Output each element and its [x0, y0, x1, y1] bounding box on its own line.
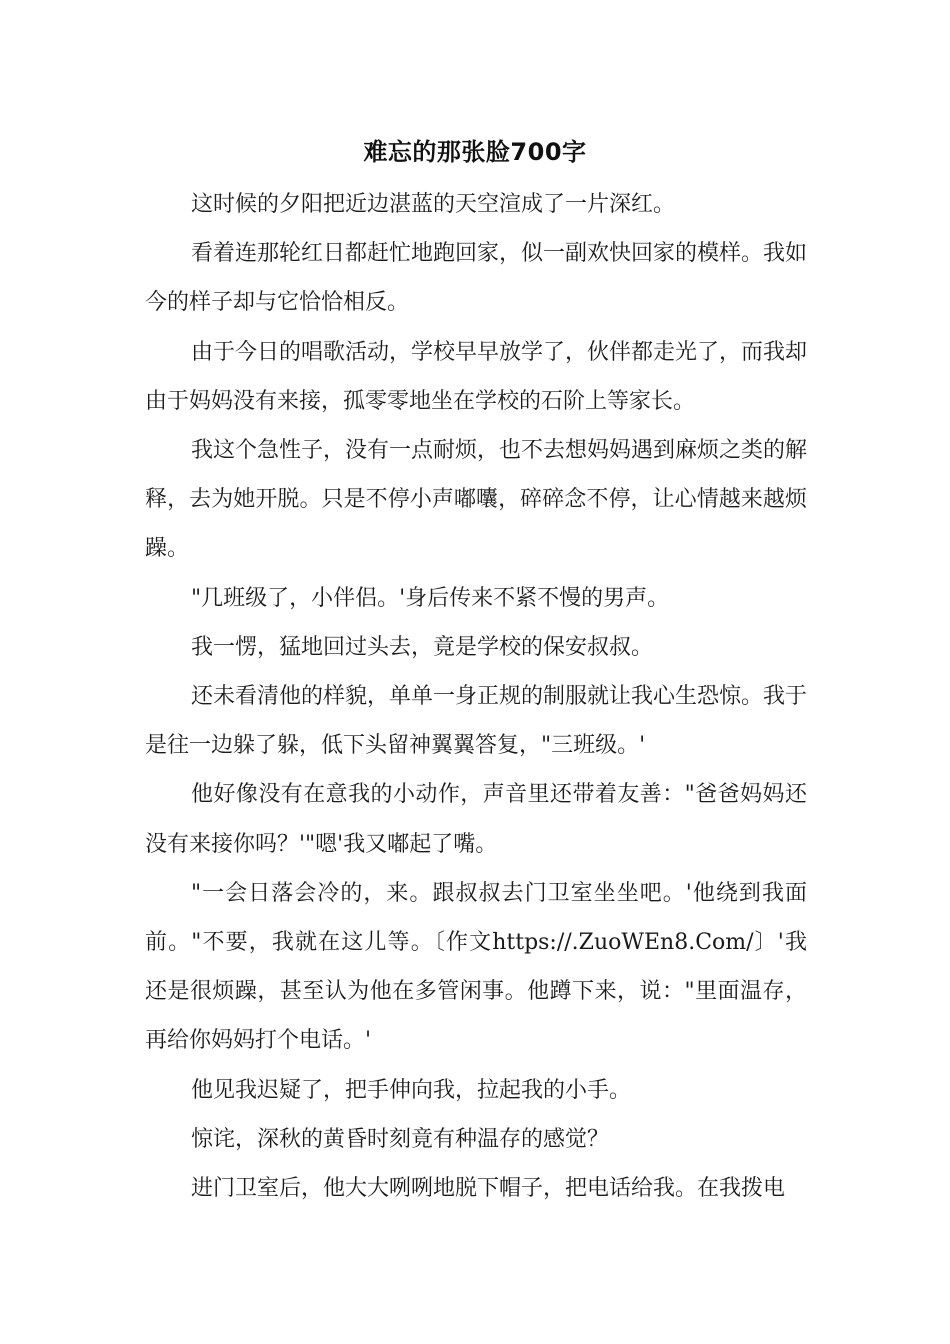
paragraph-2: 看着连那轮红日都赶忙地跑回家，似一副欢快回家的模样。我如今的样子却与它恰恰相反。: [145, 241, 808, 316]
paragraph-4: 我这个急性子，没有一点耐烦，也不去想妈妈遇到麻烦之类的解释，去为她开脱。只是不停小声嘟囔，碎碎念不停，让心情越来越烦躁。: [145, 438, 808, 562]
paragraph-5: "几班级了，小伴侣。'身后传来不紧不慢的男声。: [191, 585, 670, 611]
article-body: [145, 180, 807, 1213]
paragraph-1: 这时候的夕阳把近边湛蓝的天空渲成了一片深红。: [191, 192, 676, 217]
page-title: 难忘的那张脸700字: [363, 138, 587, 166]
paragraph-11: 惊诧，深秋的黄昏时刻竟有种温存的感觉？: [191, 1126, 610, 1152]
paragraph-7: 还未看清他的样貌，单单一身正规的制服就让我心生恐惊。我于是往一边躲了躲，低下头留神翼翼答复，"三班级。': [145, 684, 808, 759]
paragraph-6: 我一愣，猛地回过头去，竟是学校的保安叔叔。: [191, 634, 654, 660]
paragraph-12: 进门卫室后，他大大咧咧地脱下帽子，把电话给我。在我拨电: [191, 1176, 786, 1202]
paragraph-9: "一会日落会冷的，来。跟叔叔去门卫室坐坐吧。'他绕到我面前。"不要，我就在这儿等。〔作文https://.ZuoWEn8.Com/〕'我还是很烦躁，甚至认为他在多管闲事。他蹲下来，说："里面温存，再给你妈妈打个电话。': [145, 880, 807, 1054]
paragraph-8: 他好像没有在意我的小动作，声音里还带着友善："爸爸妈妈还没有来接你吗？'"嗯'我又嘟起了嘴。: [145, 782, 807, 857]
paragraph-10: 他见我迟疑了，把手伸向我，拉起我的小手。: [191, 1077, 632, 1103]
paragraph-3: 由于今日的唱歌活动，学校早早放学了，伙伴都走光了，而我却由于妈妈没有来接，孤零零地坐在学校的石阶上等家长。: [145, 339, 808, 414]
